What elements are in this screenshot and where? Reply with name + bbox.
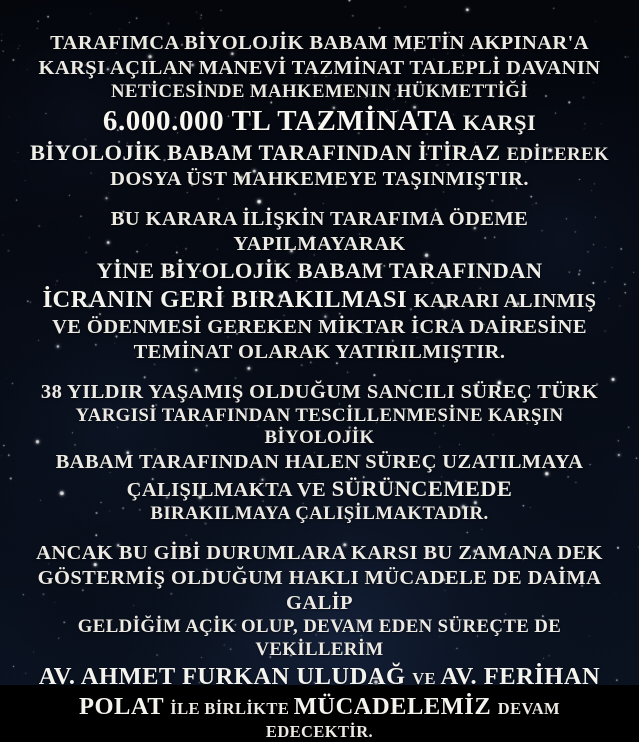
text-segment: YİNE BİYOLOJİK BABAM TARAFINDAN [96,258,543,284]
text-segment: BABAM TARAFINDAN HALEN SÜREÇ UZATILMAYA [55,451,584,474]
text-segment: BİYOLOJİK BABAM TARAFINDAN İTİRAZ [30,140,507,166]
text-segment: İLE BİRLİKTE [170,699,294,719]
statement-line [26,81,613,104]
statement-line [26,405,613,451]
statement-line [26,450,613,475]
statement-line [26,139,613,167]
text-segment: BU KARARA İLİŞKİN TARAFIMA ÖDEME YAPILMAYARAK [110,208,534,256]
statement-line [26,541,613,566]
text-segment: KARŞI [462,109,537,135]
statement-line [26,662,613,692]
text-segment: NETİCESİNDE MAHKEMENIN HÜKMETTİĞİ [110,81,529,102]
statement-line [26,616,613,662]
text-segment: TEMİNAT OLARAK YATIRILMIŞTIR. [133,340,506,363]
statement-line [26,31,613,56]
text-segment: POLAT [78,693,171,721]
text-segment: DOSYA ÜST MAHKEMEYE TAŞINMIŞTIR. [110,168,529,191]
statement-line [26,340,613,365]
text-segment: GÖSTERMİŞ OLDUĞUM HAKLI MÜCADELE DE DAİMA GALİP [37,567,607,615]
text-segment: YARGISİ TARAFINDAN TESCİLLENMESİNE KARŞIN BİYOLOJİK [75,404,569,449]
text-segment: AV. FERİHAN [440,663,601,691]
statement-line [26,380,613,405]
statement-line [26,315,613,340]
statement-line [26,475,613,503]
text-segment: TARAFIMCA BİYOLOJİK BABAM METİN AKPINAR'A [50,32,589,54]
text-segment: GELDİĞİM AÇİK OLUP, DEVAM EDEN SÜREÇTE DE VEKİLLERİM [77,616,566,661]
text-segment: EDİLEREK [506,144,609,166]
text-segment: MÜCADELEMİZ [293,693,498,721]
statement-line [26,692,613,742]
statement-paragraph [26,31,613,192]
text-segment: KARŞI AÇILAN MANEVİ TAZMİNAT TALEPLİ DAVANIN [38,57,601,79]
text-segment: İCRANIN GERİ BIRAKILMASI [42,285,414,313]
statement-line [26,104,613,139]
statement-line [26,257,613,284]
statement-paragraph [26,380,613,527]
text-segment: DEVAM EDECEKTİR. [265,699,565,741]
text-segment: VE ÖDENMESİ GEREKEN MİKTAR İCRA DAİRESİNE [52,315,587,338]
text-segment: VE [412,669,441,689]
text-segment: SÜRÜNCEMEDE [331,476,513,502]
text-segment: ANCAK BU GİBİ DURUMLARA KARSI BU ZAMANA DEK [36,542,603,565]
text-segment: AV. AHMET FURKAN ULUDAĞ [38,663,413,691]
statement-line [26,285,613,315]
statement-line [26,56,613,81]
text-segment: BIRAKILMAYA ÇALIŞİLMAKTADIR. [150,503,489,525]
text-segment: 38 YILDIR YAŞAMIŞ OLDUĞUM SANCILI SÜREÇ TÜRK [40,380,599,403]
statement-line [26,167,613,192]
text-segment: ÇALIŞILMAKTA VE [126,479,332,502]
text-segment: KARARI ALINMIŞ [413,289,597,312]
statement-line [26,503,613,526]
statement-paragraph [26,207,613,364]
statement-paragraph [26,541,613,742]
text-segment: 6.000.000 TL TAZMİNATA [102,104,463,137]
statement-line [26,207,613,257]
statement-line [26,566,613,616]
